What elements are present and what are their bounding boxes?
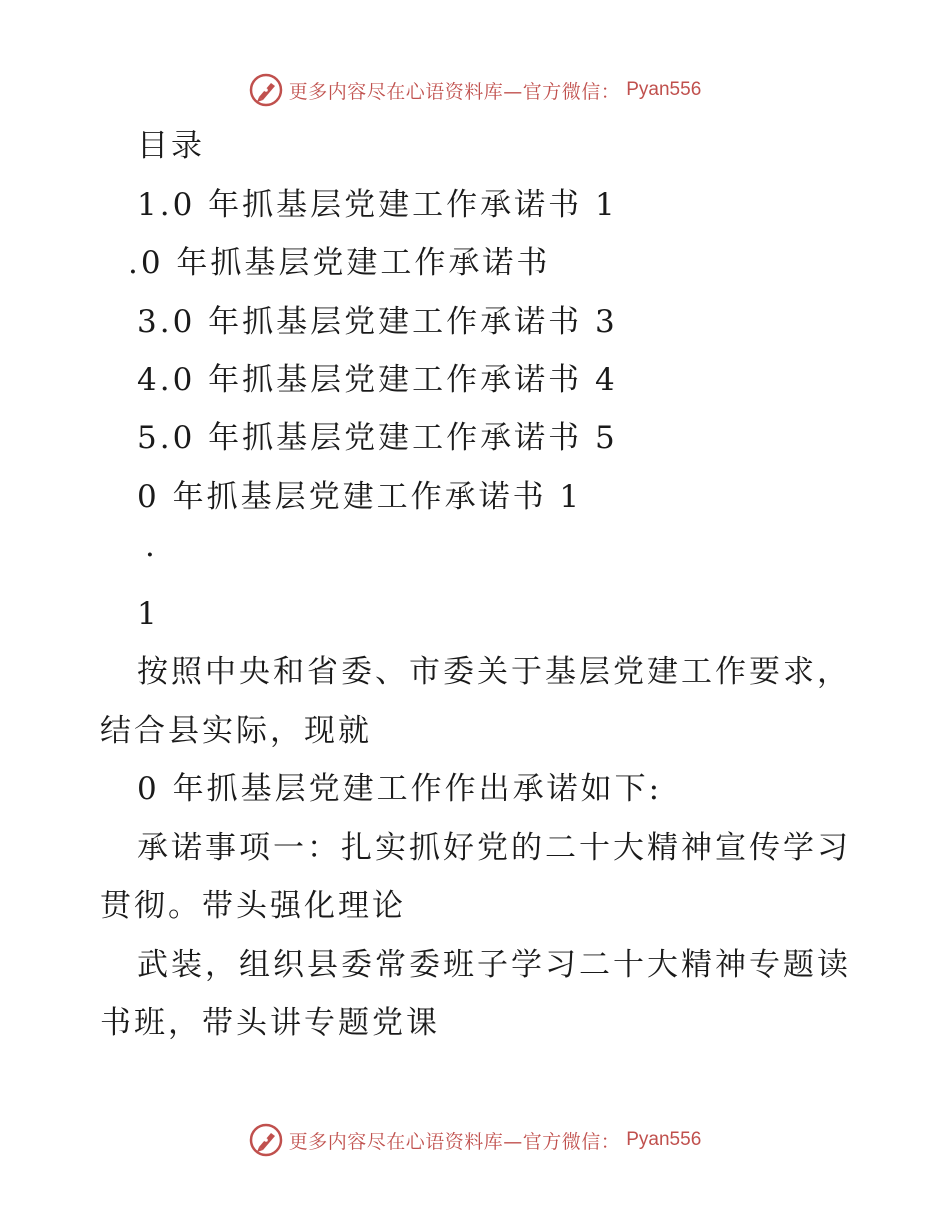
paragraph-2: 0 年抓基层党建工作作出承诺如下: xyxy=(137,771,663,807)
toc-entry-3: 3.0 年抓基层党建工作承诺书 3 xyxy=(137,304,618,340)
watermark-text: 更多内容尽在心语资料库—官方微信： xyxy=(288,80,621,103)
watermark-id: Pyan556 xyxy=(626,1129,702,1150)
toc-heading: 目录 xyxy=(137,128,205,164)
paragraph-1-line-1: 按照中央和省委、市委关于基层党建工作要求， xyxy=(137,654,851,690)
toc-entry-4: 4.0 年抓基层党建工作承诺书 4 xyxy=(137,362,618,398)
section-title: 0 年抓基层党建工作承诺书 1 xyxy=(137,479,583,515)
toc-entry-2: .0 年抓基层党建工作承诺书 xyxy=(128,245,551,281)
toc-entry-1: 1.0 年抓基层党建工作承诺书 1 xyxy=(137,187,618,223)
paragraph-3-line-2: 贯彻。带头强化理论 xyxy=(100,888,406,924)
pen-logo-icon xyxy=(249,73,283,107)
watermark-id: Pyan556 xyxy=(626,79,702,100)
section-number: 1 xyxy=(137,596,160,632)
paragraph-4-line-1: 武装，组织县委常委班子学习二十大精神专题读 xyxy=(137,947,851,983)
paragraph-4-line-2: 书班，带头讲专题党课 xyxy=(100,1005,440,1041)
paragraph-1-line-2: 结合县实际，现就 xyxy=(100,713,372,749)
paragraph-3-line-1: 承诺事项一：扎实抓好党的二十大精神宣传学习 xyxy=(137,830,851,866)
pen-logo-icon xyxy=(249,1123,283,1157)
toc-entry-5: 5.0 年抓基层党建工作承诺书 5 xyxy=(137,420,618,456)
watermark-text: 更多内容尽在心语资料库—官方微信： xyxy=(288,1130,621,1153)
header-watermark xyxy=(0,70,950,110)
footer-watermark xyxy=(0,1120,950,1160)
section-dot: · xyxy=(145,537,158,573)
